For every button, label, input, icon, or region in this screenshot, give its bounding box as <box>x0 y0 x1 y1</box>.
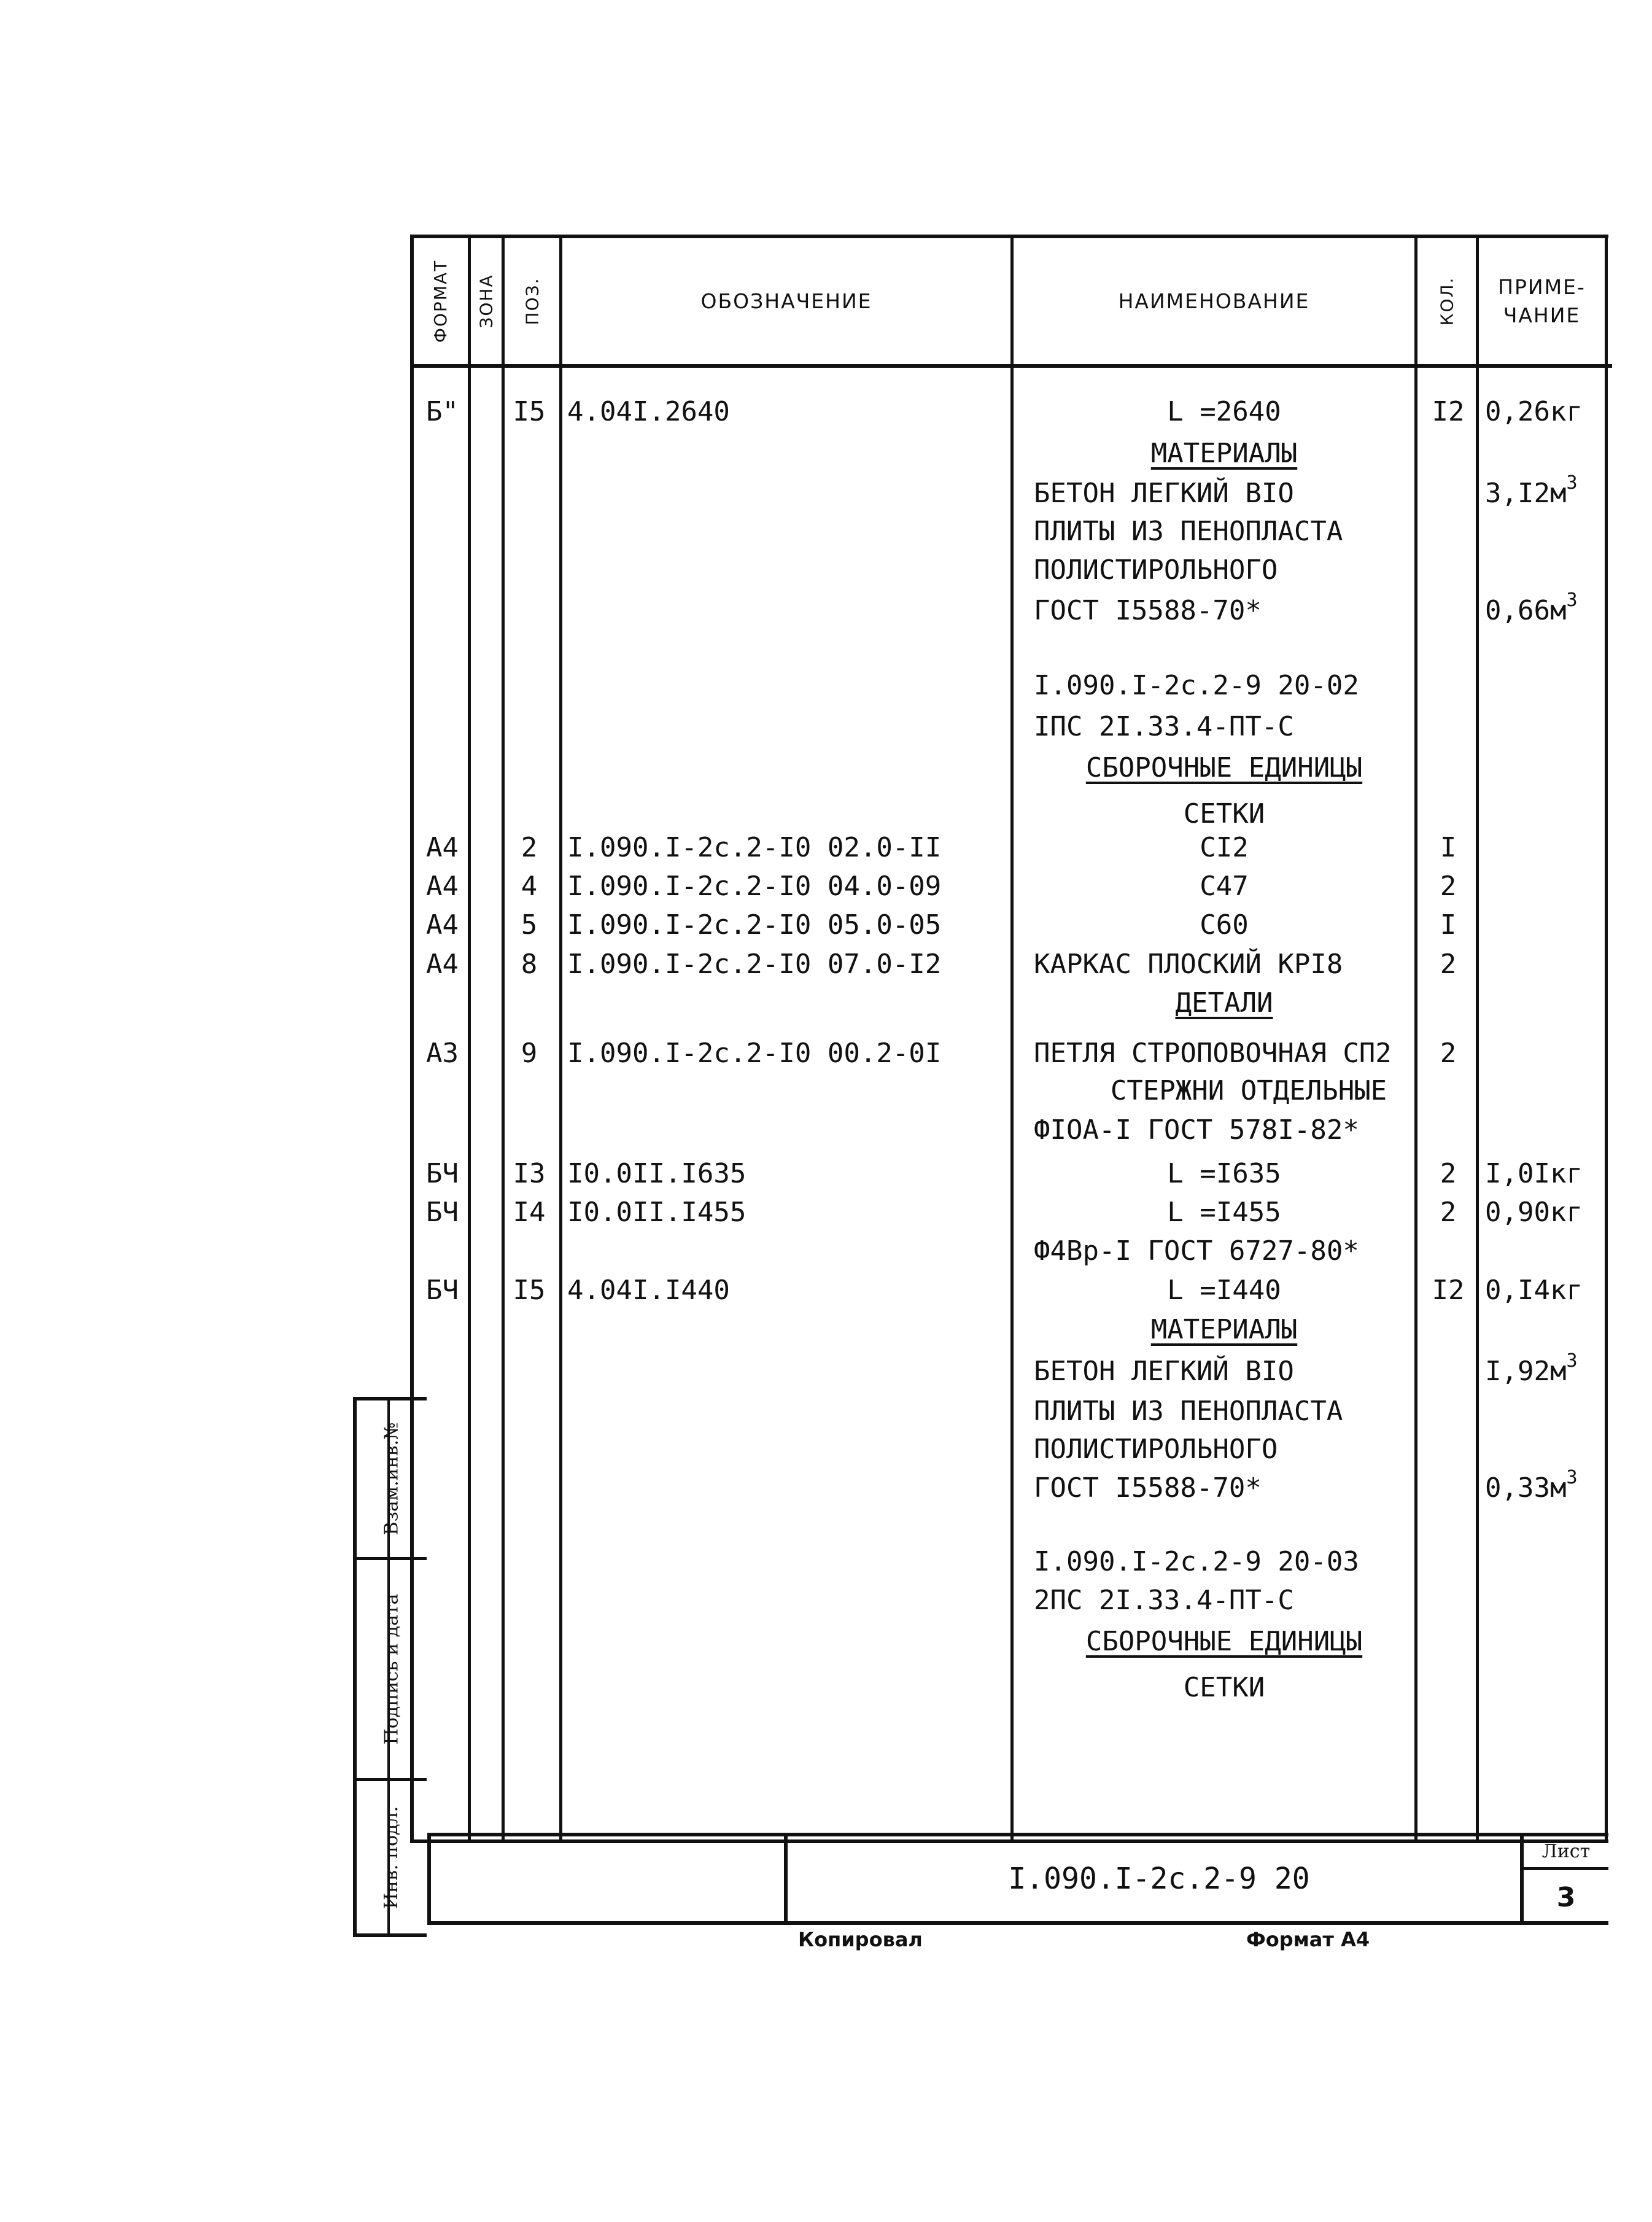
cell-format: БЧ <box>426 1158 459 1189</box>
stamp-original-inv: Инв. подл. <box>381 1806 403 1909</box>
cell-name: СТЕРЖНИ ОТДЕЛЬНЫЕ <box>1110 1075 1387 1106</box>
cell-name: ГОСТ I5588-70* <box>1034 595 1262 626</box>
cell-note <box>1485 1194 1620 1232</box>
cell-note-exponent: 3 <box>1566 589 1578 611</box>
cell-note <box>1485 589 1620 630</box>
cell-name: CI2 <box>1200 832 1249 863</box>
cell-note-value: 0,66м <box>1485 595 1567 626</box>
cell-name: БЕТОН ЛЕГКИЙ ВIO <box>1034 478 1294 509</box>
divider <box>414 364 1612 368</box>
cell-name: L =I455 <box>1167 1197 1281 1228</box>
header-note-line2: ЧАНИЕ <box>1503 303 1581 327</box>
divider <box>1010 238 1014 1841</box>
cell-note <box>1485 1350 1620 1391</box>
cell-name: C47 <box>1200 871 1249 902</box>
cell-name: L =2640 <box>1167 396 1281 427</box>
cell-name: L =I635 <box>1167 1158 1281 1189</box>
cell-name: ПЕТЛЯ СТРОПОВОЧНАЯ СП2 <box>1034 1038 1392 1069</box>
margin-stamp <box>353 1397 427 1937</box>
stamp-signature-date: Подпись и дата <box>357 1560 427 1781</box>
cell-quantity: 2 <box>1440 1038 1457 1069</box>
cell-note <box>1485 472 1620 513</box>
cell-name: ГОСТ I5588-70* <box>1034 1472 1262 1504</box>
cell-quantity: 2 <box>1440 871 1457 902</box>
cell-designation: I0.0II.I635 <box>567 1158 747 1189</box>
footer-format: Формат А4 <box>1246 1928 1370 1951</box>
header-note <box>1479 238 1605 364</box>
stamp-replacement-inv: Взам.инв.№ <box>357 1400 427 1560</box>
cell-designation: I.090.I-2c.2-I0 02.0-II <box>567 832 942 863</box>
cell-note-exponent: 3 <box>1566 1467 1578 1488</box>
cell-quantity: I <box>1440 832 1457 863</box>
document-code: I.090.I-2c.2-9 20 <box>784 1836 1530 1921</box>
cell-note <box>1485 393 1620 431</box>
cell-quantity: 2 <box>1440 1158 1457 1189</box>
header-qty: КОЛ. <box>1437 276 1457 326</box>
cell-designation: I.090.I-2c.2-I0 00.2-0I <box>567 1038 942 1069</box>
divider <box>1476 238 1479 1841</box>
cell-quantity: I2 <box>1432 396 1465 427</box>
cell-note-value: 0,I4кг <box>1485 1275 1583 1306</box>
cell-position: I5 <box>513 1275 546 1306</box>
cell-designation: I.090.I-2c.2-I0 07.0-I2 <box>567 949 942 980</box>
cell-quantity: I2 <box>1432 1275 1465 1306</box>
header-format: ФОРМАТ <box>430 259 451 343</box>
cell-position: 9 <box>521 1038 538 1069</box>
cell-note-value: I,0Iкг <box>1485 1158 1583 1189</box>
cell-name: I.090.I-2c.2-9 20-02 <box>1034 670 1359 701</box>
cell-name: ФIOA-I ГОСТ 578I-82* <box>1034 1114 1359 1146</box>
divider <box>1414 238 1417 1841</box>
cell-note-value: 0,33м <box>1485 1472 1567 1504</box>
header-pos: ПОЗ. <box>521 277 542 325</box>
cell-name: ПОЛИСТИРОЛЬНОГО <box>1034 554 1278 586</box>
cell-note-exponent: 3 <box>1566 472 1578 494</box>
cell-position: I5 <box>513 396 546 427</box>
divider <box>559 238 562 1841</box>
cell-format: А4 <box>426 909 459 941</box>
cell-quantity: 2 <box>1440 949 1457 980</box>
cell-name: СЕТКИ <box>1183 1672 1265 1703</box>
cell-name: ПОЛИСТИРОЛЬНОГО <box>1034 1434 1278 1465</box>
cell-name: СЕТКИ <box>1183 798 1265 829</box>
cell-format: БЧ <box>426 1197 459 1228</box>
cell-name: СБОРОЧНЫЕ ЕДИНИЦЫ <box>1085 1626 1363 1657</box>
cell-note-exponent: 3 <box>1566 1350 1578 1372</box>
cell-position: I4 <box>513 1197 546 1228</box>
cell-note-value: 0,90кг <box>1485 1197 1583 1228</box>
cell-note-value: 0,26кг <box>1485 396 1583 427</box>
cell-designation: I.090.I-2c.2-I0 04.0-09 <box>567 871 942 902</box>
title-block <box>427 1833 1608 1925</box>
cell-designation: 4.04I.I440 <box>567 1275 730 1306</box>
cell-designation: I0.0II.I455 <box>567 1197 747 1228</box>
specification-table <box>410 235 1608 1843</box>
cell-designation: I.090.I-2c.2-I0 05.0-05 <box>567 909 942 941</box>
sheet-cell <box>1520 1836 1608 1921</box>
header-name: НАИМЕНОВАНИЕ <box>1118 289 1310 313</box>
sheet-number: 3 <box>1556 1882 1576 1913</box>
cell-name: КАРКАС ПЛОСКИЙ КРI8 <box>1034 949 1343 980</box>
cell-name: МАТЕРИАЛЫ <box>1150 1314 1298 1345</box>
cell-name: IПС 2I.33.4-ПТ-С <box>1034 711 1294 742</box>
cell-position: I3 <box>513 1158 546 1189</box>
cell-format: БЧ <box>426 1275 459 1306</box>
cell-position: 2 <box>521 832 538 863</box>
cell-note <box>1485 1469 1620 1507</box>
cell-position: 4 <box>521 871 538 902</box>
cell-name: ДЕТАЛИ <box>1175 987 1273 1019</box>
cell-name: C60 <box>1200 909 1249 941</box>
footer-copied: Копировал <box>798 1928 923 1951</box>
cell-format: Б" <box>426 396 459 427</box>
cell-format: А4 <box>426 949 459 980</box>
cell-note <box>1485 1272 1620 1310</box>
cell-name: БЕТОН ЛЕГКИЙ ВIO <box>1034 1356 1294 1387</box>
cell-name: L =I440 <box>1167 1275 1281 1306</box>
cell-format: А4 <box>426 832 459 863</box>
cell-format: А3 <box>426 1038 459 1069</box>
header-note-line1: ПРИМЕ- <box>1498 274 1586 299</box>
cell-name: I.090.I-2c.2-9 20-03 <box>1034 1546 1359 1577</box>
cell-designation: 4.04I.2640 <box>567 396 730 427</box>
cell-name: Ф4Вр-I ГОСТ 6727-80* <box>1034 1235 1359 1267</box>
cell-quantity: 2 <box>1440 1197 1457 1228</box>
cell-name: МАТЕРИАЛЫ <box>1150 438 1298 469</box>
cell-note-value: I,92м <box>1485 1356 1567 1387</box>
cell-position: 5 <box>521 909 538 941</box>
cell-note-value: 3,I2м <box>1485 478 1567 509</box>
cell-format: А4 <box>426 871 459 902</box>
cell-name: СБОРОЧНЫЕ ЕДИНИЦЫ <box>1085 752 1363 783</box>
cell-name: ПЛИТЫ ИЗ ПЕНОПЛАСТА <box>1034 516 1343 547</box>
cell-name: 2ПС 2I.33.4-ПТ-С <box>1034 1585 1294 1616</box>
header-designation: ОБОЗНАЧЕНИЕ <box>700 289 872 313</box>
cell-quantity: I <box>1440 909 1457 941</box>
cell-note <box>1485 1155 1620 1193</box>
cell-name: ПЛИТЫ ИЗ ПЕНОПЛАСТА <box>1034 1396 1343 1427</box>
cell-position: 8 <box>521 949 538 980</box>
sheet-label: Лист <box>1524 1836 1608 1870</box>
header-zone: ЗОНА <box>476 274 497 328</box>
